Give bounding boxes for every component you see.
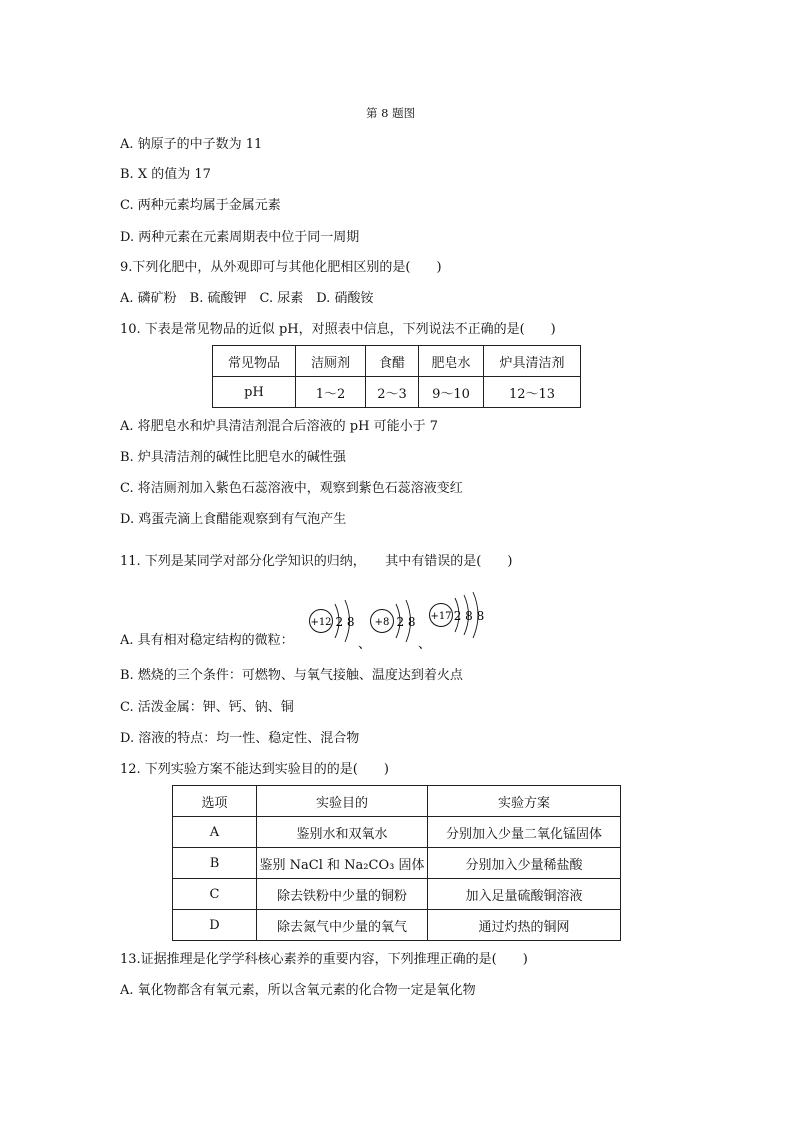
ph-table-header-cell: 肥皂水 [419,346,484,377]
experiment-table-row [173,817,621,848]
experiment-table-header-cell: 实验目的 [257,786,428,817]
q10-stem: 10. 下表是常见物品的近似 pH，对照表中信息，下列说法不正确的是( ) [120,322,556,337]
q10-option-b: B. 炉具清洁剂的碱性比肥皂水的碱性强 [120,450,346,465]
experiment-table-header-cell: 实验方案 [428,786,621,817]
q11-option-d: D. 溶液的特点：均一性、稳定性、混合物 [120,731,360,746]
experiment-table-cell: 除去氮气中少量的氧气 [257,910,428,941]
experiment-table-cell: 分别加入少量稀盐酸 [428,848,621,879]
q13-option-a: A. 氧化物都含有氧元素，所以含氧元素的化合物一定是氧化物 [120,983,476,998]
q8-option-b: B. X 的值为 17 [120,167,211,182]
ph-table-header-cell: 食醋 [366,346,419,377]
q8-option-a: A. 钠原子的中子数为 11 [120,137,263,152]
q8-option-d: D. 两种元素在元素周期表中位于同一周期 [120,230,360,245]
q11-stem: 11. 下列是某同学对部分化学知识的归纳， 其中有错误的是( ) [120,554,513,569]
ph-table-cell: 12～13 [484,377,581,408]
atom-diagram-cl [430,592,485,638]
experiment-table-cell: 分别加入少量二氧化锰固体 [428,817,621,848]
ph-table-header-cell: 常见物品 [213,346,296,377]
ph-table-row [213,377,581,408]
q10-option-d: D. 鸡蛋壳滴上食醋能观察到有气泡产生 [120,512,347,527]
atom-diagram-mg [310,600,355,642]
experiment-table-row [173,879,621,910]
experiment-table-row [173,848,621,879]
experiment-table-cell: 鉴别 NaCl 和 Na₂CO₃ 固体 [257,848,428,879]
experiment-table-cell: A [173,817,257,848]
q12-stem: 12. 下列实验方案不能达到实验目的的是( ) [120,762,389,777]
ph-table-cell: pH [213,377,296,408]
q11-option-a: A. 具有相对稳定结构的微粒： [120,633,294,648]
atom-shell-label: 2 8 [335,615,355,629]
atom-shell-label: 2 8 8 [453,609,485,623]
ph-table-cell: 9～10 [419,377,484,408]
figure-caption: 第 8 题图 [366,106,416,120]
experiment-table-header-row [173,786,621,817]
experiment-table-row [173,910,621,941]
q13-stem: 13.证据推理是化学学科核心素养的重要内容，下列推理正确的是( ) [120,952,528,967]
ph-table-cell: 1～2 [296,377,366,408]
q10-option-a: A. 将肥皂水和炉具清洁剂混合后溶液的 pH 可能小于 7 [120,419,438,434]
q9-options: A. 磷矿粉 B. 硫酸钾 C. 尿素 D. 硝酸铵 [120,291,374,306]
experiment-table-cell: 除去铁粉中少量的铜粉 [257,879,428,910]
q10-option-c: C. 将洁厕剂加入紫色石蕊溶液中，观察到紫色石蕊溶液变红 [120,481,463,496]
ph-table-header-row [213,346,581,377]
experiment-table-cell: C [173,879,257,910]
ph-table-header-cell: 炉具清洁剂 [484,346,581,377]
atom-structure-diagrams [300,590,500,652]
experiment-table-cell: 通过灼热的铜网 [428,910,621,941]
experiment-table [172,785,621,941]
atom-nucleus-label: +17 [430,611,452,622]
atom-nucleus-label: +12 [310,617,332,628]
ph-table-header-cell: 洁厕剂 [296,346,366,377]
experiment-table-cell: 鉴别水和双氧水 [257,817,428,848]
q9-stem: 9.下列化肥中，从外观即可与其他化肥相区别的是( ) [120,260,442,275]
atom-separator: 、 [358,637,372,652]
atom-nucleus-label: +8 [374,617,390,628]
q8-option-c: C. 两种元素均属于金属元素 [120,198,281,213]
experiment-table-header-cell: 选项 [173,786,257,817]
experiment-table-cell: B [173,848,257,879]
ph-table-cell: 2～3 [366,377,419,408]
experiment-table-cell: 加入足量硫酸铜溶液 [428,879,621,910]
atom-diagram-o [371,600,416,642]
experiment-table-cell: D [173,910,257,941]
q11-option-b: B. 燃烧的三个条件：可燃物、与氧气接触、温度达到着火点 [120,668,463,683]
atom-separator: 、 [418,637,432,652]
ph-table [212,345,581,408]
atom-shell-label: 2 8 [396,615,416,629]
q11-option-c: C. 活泼金属：钾、钙、钠、铜 [120,700,294,715]
